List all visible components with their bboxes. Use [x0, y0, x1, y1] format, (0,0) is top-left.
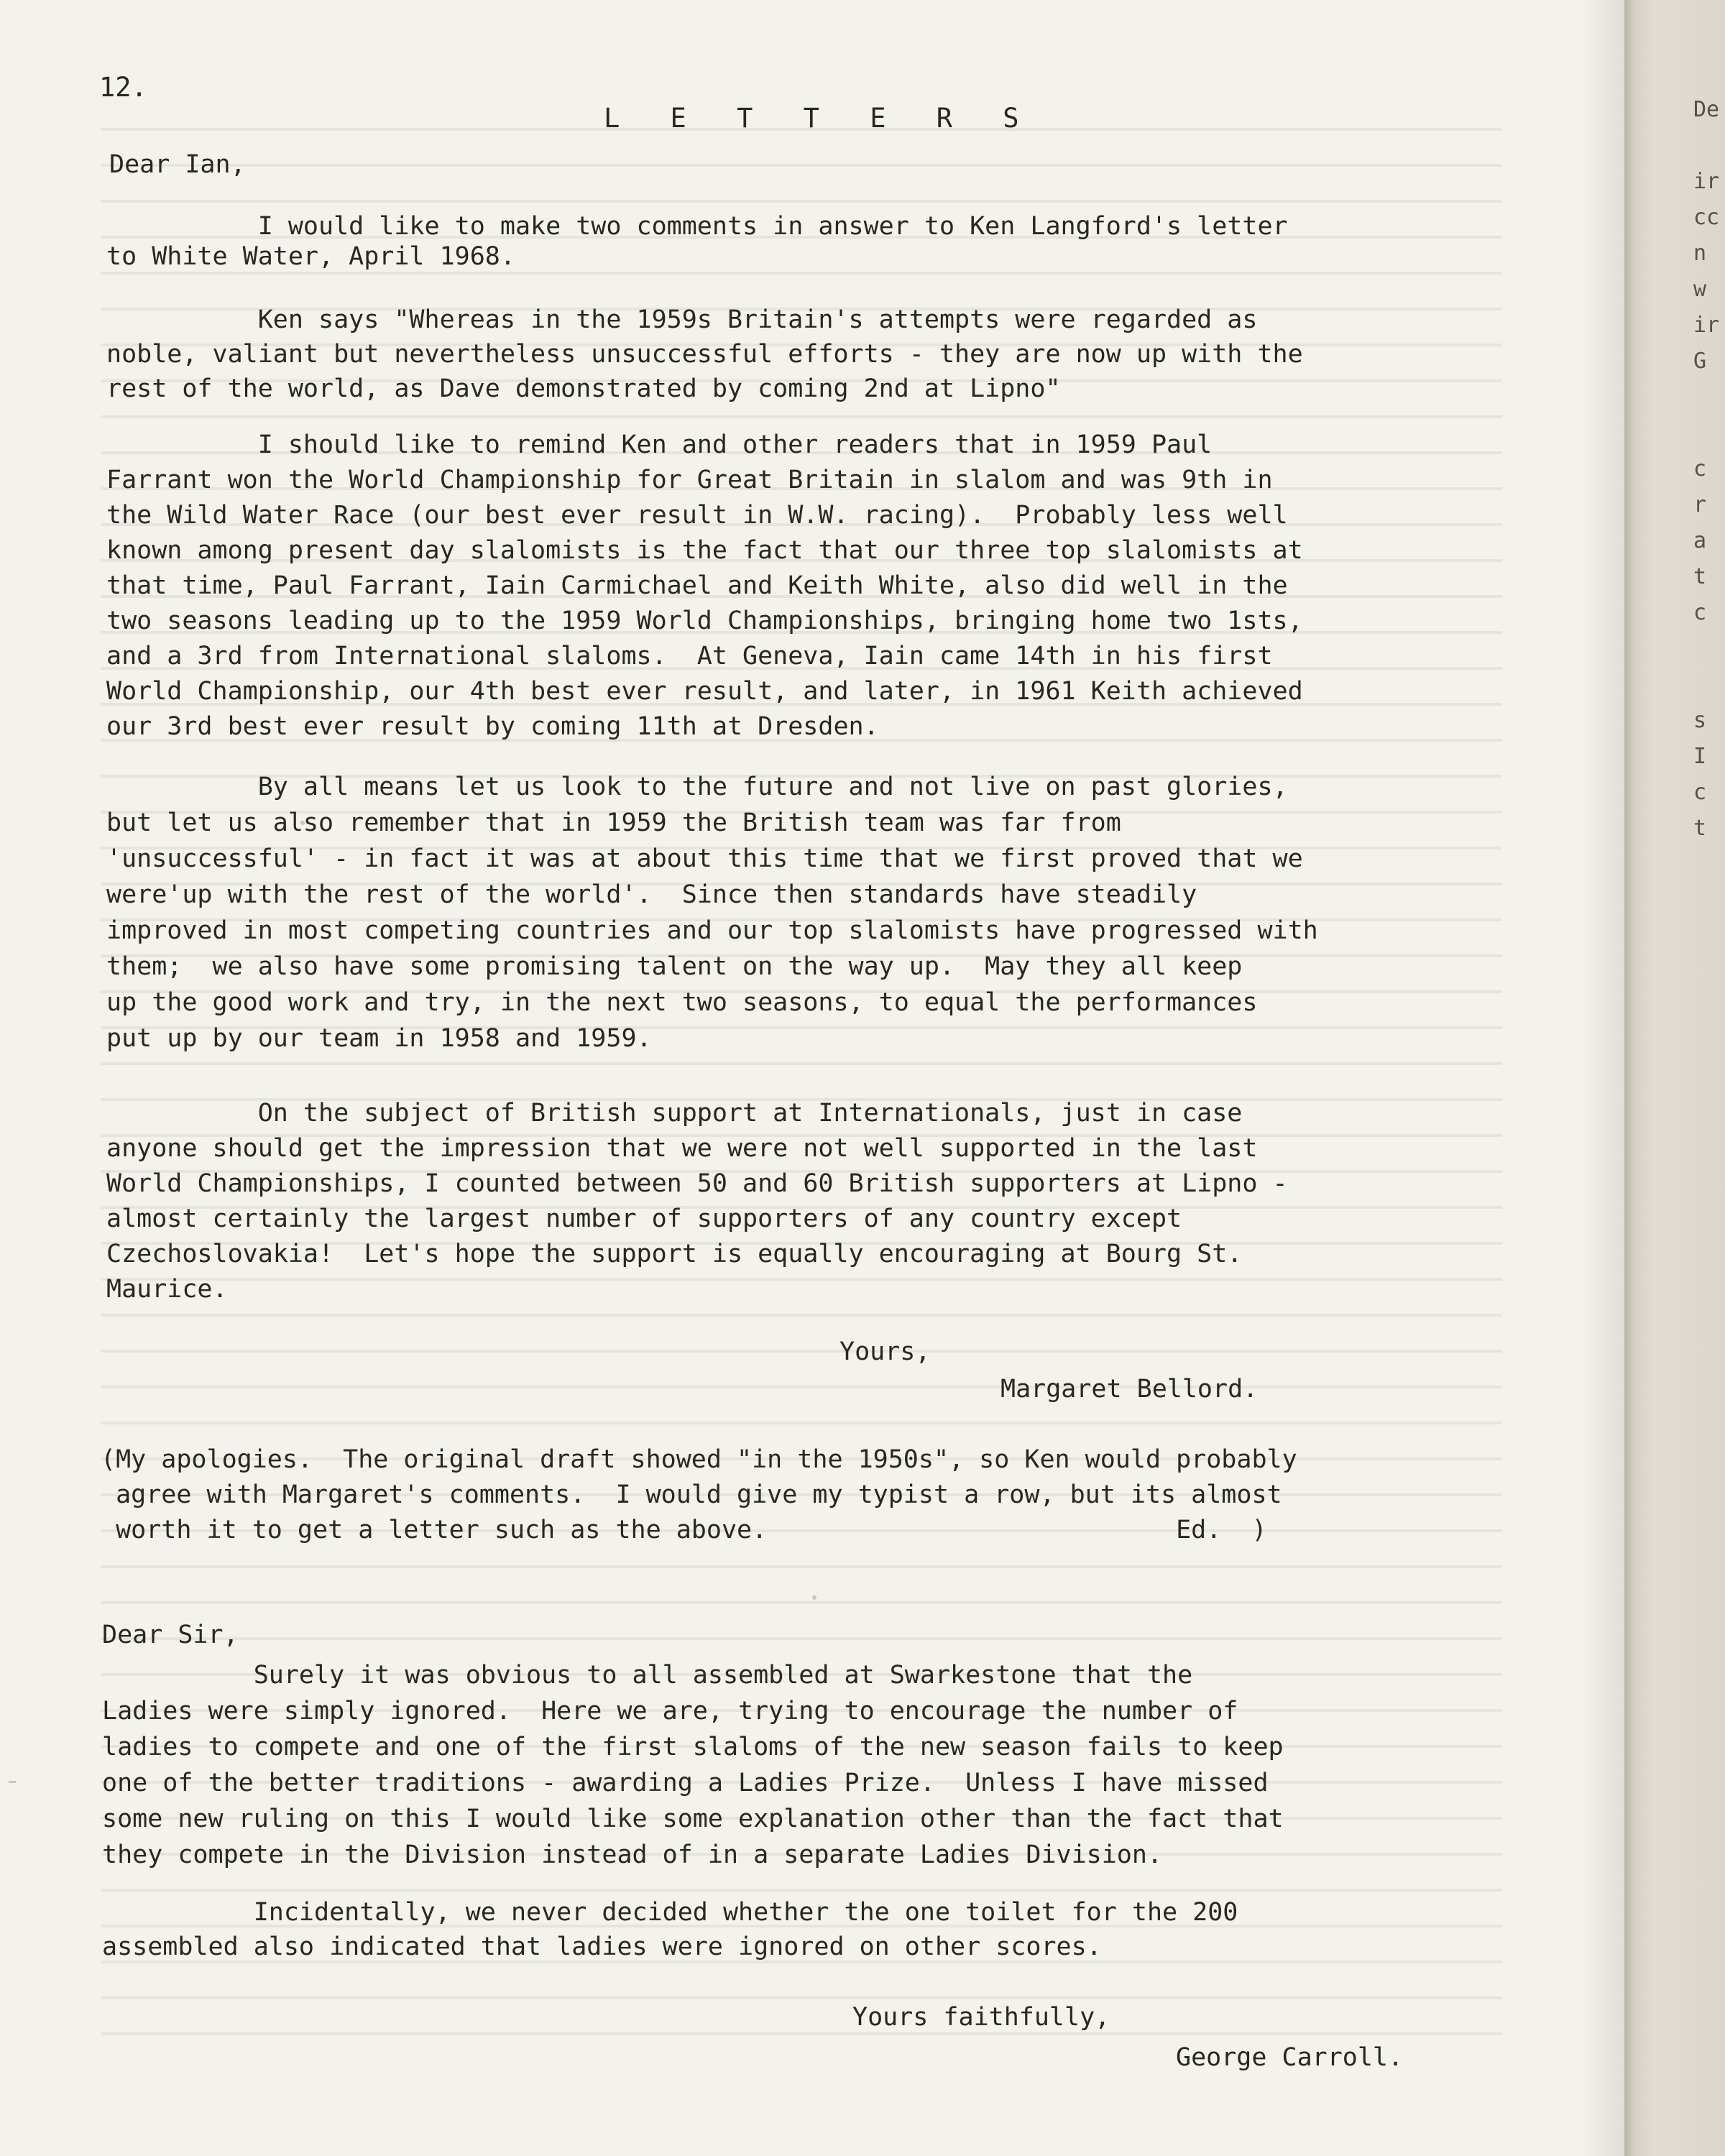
letter-one-p4-line-7: up the good work and try, in the next two seasons, to equal the performances [106, 988, 1258, 1017]
letter-two-salutation: Dear Sir, [102, 1621, 239, 1649]
letter-one-p5-line-3: World Championships, I counted between 50 and 60 British supporters at Lipno - [106, 1169, 1288, 1198]
letter-two-p2-line-1: Incidentally, we never decided whether the one toilet for the 200 [102, 1898, 1238, 1927]
letter-one-p3-line-9: our 3rd best ever result by coming 11th at Dresden. [106, 712, 879, 741]
letter-one-salutation: Dear Ian, [109, 150, 246, 179]
letter-one-p5-line-6: Maurice. [106, 1275, 228, 1304]
letter-one-p2-line-2: noble, valiant but nevertheless unsuccessful efforts - they are now up with the [106, 340, 1303, 369]
letter-one-p4-line-1: By all means let us look to the future and not live on past glories, [106, 773, 1288, 801]
letter-one-p3-line-7: and a 3rd from International slaloms. At Geneva, Iain came 14th in his first [106, 642, 1273, 671]
letter-two-p1-line-4: one of the better traditions - awarding a Ladies Prize. Unless I have missed [102, 1769, 1269, 1797]
paper-speck [9, 1781, 16, 1783]
letter-one-p3-line-5: that time, Paul Farrant, Iain Carmichael and Keith White, also did well in the [106, 571, 1288, 600]
letter-one-p4-line-5: improved in most competing countries and our top slalomists have progressed with [106, 916, 1318, 945]
letter-one-p4-line-4: were'up with the rest of the world'. Since then standards have steadily [106, 880, 1197, 909]
letter-one-p3-line-6: two seasons leading up to the 1959 World Championships, bringing home two 1sts, [106, 607, 1303, 635]
paper-speck [1215, 553, 1219, 558]
letter-one-p5-line-1: On the subject of British support at Internationals, just in case [106, 1099, 1243, 1128]
letter-two-closing: Yours faithfully, [852, 2003, 1110, 2032]
letter-one-p5-line-5: Czechoslovakia! Let's hope the support is equally encouraging at Bourg St. [106, 1240, 1243, 1268]
letter-one-closing: Yours, [840, 1337, 931, 1366]
gutter-shadow [1581, 0, 1624, 2156]
letter-two-p1-line-1: Surely it was obvious to all assembled at Swarkestone that the [102, 1661, 1193, 1690]
letter-two-p1-line-3: ladies to compete and one of the first slaloms of the new season fails to keep [102, 1733, 1284, 1761]
letter-one-p3-line-2: Farrant won the World Championship for Great Britain in slalom and was 9th in [106, 466, 1273, 494]
editor-note-line-3: worth it to get a letter such as the above. Ed. ) [101, 1516, 1267, 1544]
page-title: L E T T E R S [604, 103, 1036, 134]
letter-two-p1-line-6: they compete in the Division instead of in a separate Ladies Division. [102, 1841, 1163, 1869]
letter-one-p4-line-6: them; we also have some promising talent on the way up. May they all keep [106, 952, 1243, 981]
adjacent-page-text-fragments: De ir cc n w ir G c r a t c s I c t [1693, 97, 1720, 841]
paper-speck [812, 1595, 816, 1600]
letter-one-p2-line-1: Ken says "Whereas in the 1959s Britain's attempts were regarded as [106, 305, 1258, 334]
letter-one-p5-line-2: anyone should get the impression that we were not well supported in the last [106, 1134, 1258, 1163]
letter-one-p1-line-2: to White Water, April 1968. [106, 242, 515, 271]
letter-one-p3-line-1: I should like to remind Ken and other readers that in 1959 Paul [106, 430, 1213, 459]
letter-one-p3-line-4: known among present day slalomists is the fact that our three top slalomists at [106, 536, 1303, 565]
editor-note-line-1: (My apologies. The original draft showed "in the 1950s", so Ken would probably [101, 1445, 1297, 1474]
letter-two-p2-line-2: assembled also indicated that ladies were ignored on other scores. [102, 1932, 1102, 1961]
letter-two-p1-line-5: some new ruling on this I would like some explanation other than the fact that [102, 1805, 1284, 1833]
letter-one-p5-line-4: almost certainly the largest number of supporters of any country except [106, 1204, 1182, 1233]
letter-one-p2-line-3: rest of the world, as Dave demonstrated by coming 2nd at Lipno" [106, 374, 1061, 403]
letter-one-p3-line-8: World Championship, our 4th best ever result, and later, in 1961 Keith achieved [106, 677, 1303, 706]
paper-speck [300, 821, 305, 825]
adjacent-page-edge [1624, 0, 1725, 2156]
letter-one-signature: Margaret Bellord. [1000, 1375, 1259, 1404]
letter-two-signature: George Carroll. [1176, 2043, 1404, 2072]
letter-one-p4-line-2: but let us also remember that in 1959 the British team was far from [106, 808, 1121, 837]
letter-one-p3-line-3: the Wild Water Race (our best ever result in W.W. racing). Probably less well [106, 501, 1288, 530]
letter-two-p1-line-2: Ladies were simply ignored. Here we are, trying to encourage the number of [102, 1697, 1238, 1726]
editor-note-line-2: agree with Margaret's comments. I would give my typist a row, but its almost [101, 1480, 1282, 1509]
letter-one-p4-line-3: 'unsuccessful' - in fact it was at about this time that we first proved that we [106, 844, 1303, 873]
letter-one-p4-line-8: put up by our team in 1958 and 1959. [106, 1024, 652, 1053]
page-number: 12. [99, 72, 147, 103]
letter-one-p1-line-1: I would like to make two comments in answer to Ken Langford's letter [106, 212, 1288, 241]
